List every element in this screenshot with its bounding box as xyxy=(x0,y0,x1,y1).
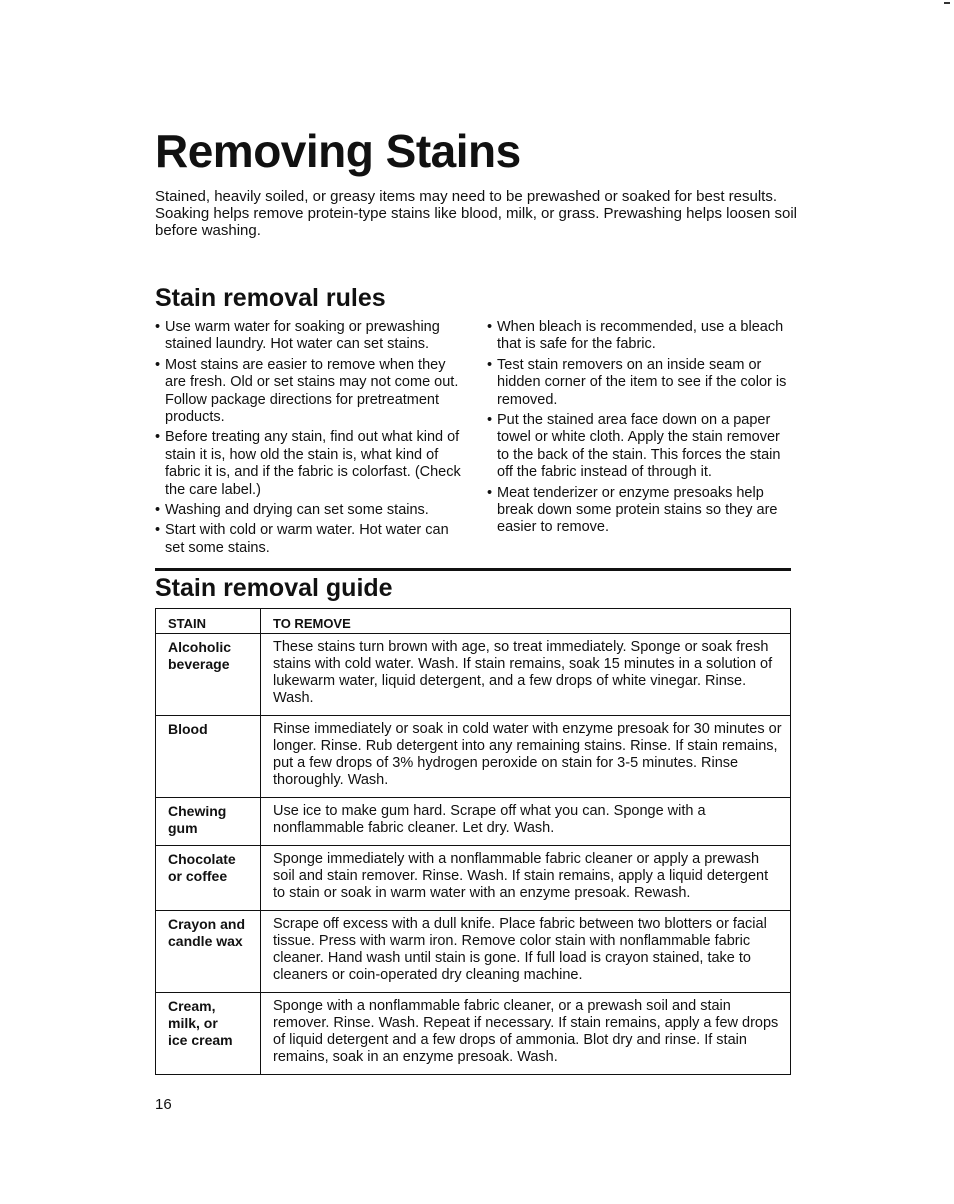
rule-item: • Washing and drying can set some stains. xyxy=(155,502,429,519)
stain-instructions: Sponge with a nonflammable fabric cleaner, or a prewash soil and stain remover. Rinse. Wash. Repeat if necessary. If stain remains, apply a few drops of liquid detergent and a few drops of ammonia. Blot dry and rinse. If stain remains, soak in an enzyme presoak. Wash. xyxy=(261,993,791,1075)
scan-mark xyxy=(944,2,950,4)
rule-item: • Put the stained area face down on a paper towel or white cloth. Apply the stain remover to the back of the stain. This forces the stain off the fabric instead of through it. xyxy=(487,412,781,481)
rule-item: • Start with cold or warm water. Hot water can set some stains. xyxy=(155,522,449,556)
rule-item: • Use warm water for soaking or prewashing stained laundry. Hot water can set stains. xyxy=(155,319,440,353)
bullet-icon: • xyxy=(487,356,493,373)
stain-name: Alcoholic beverage xyxy=(156,634,261,716)
section-divider xyxy=(155,568,791,571)
bullet-icon: • xyxy=(487,319,493,335)
rules-heading: Stain removal rules xyxy=(155,284,386,312)
page-title: Removing Stains xyxy=(155,125,521,177)
stain-name: Chewing gum xyxy=(156,798,261,846)
bullet-icon: • xyxy=(155,356,161,373)
rule-item: • Before treating any stain, find out what kind of stain it is, how old the stain is, what kind of fabric it is, and if the fabric is colorfast. (Check the care label.) xyxy=(155,429,461,498)
stain-instructions: Scrape off excess with a dull knife. Place fabric between two blotters or facial tissue. Press with warm iron. Remove color stain with nonflammable fabric cleaner. Hand wash until stain is gone. If full load is crayon stained, take to cleaners or coin-operated dry cleaning machine. xyxy=(261,911,791,993)
table-row xyxy=(156,634,791,716)
stain-instructions: Rinse immediately or soak in cold water with enzyme presoak for 30 minutes or longer. Rinse. Rub detergent into any remaining stains. Rinse. If stain remains, put a few drops of 3% hydrogen peroxide on stain for 3-5 minutes. Rinse thoroughly. Wash. xyxy=(261,716,791,798)
stain-instructions: Sponge immediately with a nonflammable fabric cleaner or apply a prewash soil and stain remover. Rinse. Wash. If stain remains, apply a liquid detergent to stain or soak in warm water with an enzyme presoak. Rewash. xyxy=(261,846,791,911)
guide-heading: Stain removal guide xyxy=(155,574,393,602)
rule-item: • Most stains are easier to remove when they are fresh. Old or set stains may not come out. Follow package directions for pretreatment products. xyxy=(155,356,459,426)
bullet-icon: • xyxy=(155,522,161,539)
column-header-remove: TO REMOVE xyxy=(261,609,791,634)
stain-instructions: Use ice to make gum hard. Scrape off what you can. Sponge with a nonflammable fabric cleaner. Let dry. Wash. xyxy=(261,798,791,846)
table-row xyxy=(156,993,791,1075)
stain-instructions: These stains turn brown with age, so treat immediately. Sponge or soak fresh stains with cold water. Wash. If stain remains, soak 15 minutes in a solution of lukewarm water, liquid detergent, and a few drops of white vinegar. Rinse. Wash. xyxy=(261,634,791,716)
stain-name: Crayon and candle wax xyxy=(156,911,261,993)
rules-list-right xyxy=(487,319,792,540)
table-header-row xyxy=(156,609,791,634)
table-row xyxy=(156,716,791,798)
table-row xyxy=(156,911,791,993)
column-header-stain: STAIN xyxy=(156,609,261,634)
rule-item: • Test stain removers on an inside seam or hidden corner of the item to see if the color is removed. xyxy=(487,356,787,408)
intro-paragraph: Stained, heavily soiled, or greasy items may need to be prewashed or soaked for best results. Soaking helps remove protein-type stains like blood, milk, or grass. Prewashing helps loosen soil before washing. xyxy=(155,188,797,239)
rules-list-left xyxy=(155,319,463,560)
stain-name: Chocolate or coffee xyxy=(156,846,261,911)
rule-item: • When bleach is recommended, use a bleach that is safe for the fabric. xyxy=(487,319,784,353)
stain-name: Cream, milk, or ice cream xyxy=(156,993,261,1075)
bullet-icon: • xyxy=(155,319,161,335)
table-row xyxy=(156,798,791,846)
rule-item: • Meat tenderizer or enzyme presoaks help break down some protein stains so they are easier to remove. xyxy=(487,484,778,536)
page-number: 16 xyxy=(155,1096,172,1113)
bullet-icon: • xyxy=(487,412,493,429)
stain-name: Blood xyxy=(156,716,261,798)
stain-guide-table xyxy=(155,608,791,1075)
bullet-icon: • xyxy=(155,502,161,519)
bullet-icon: • xyxy=(155,429,161,446)
table-row xyxy=(156,846,791,911)
bullet-icon: • xyxy=(487,484,493,501)
